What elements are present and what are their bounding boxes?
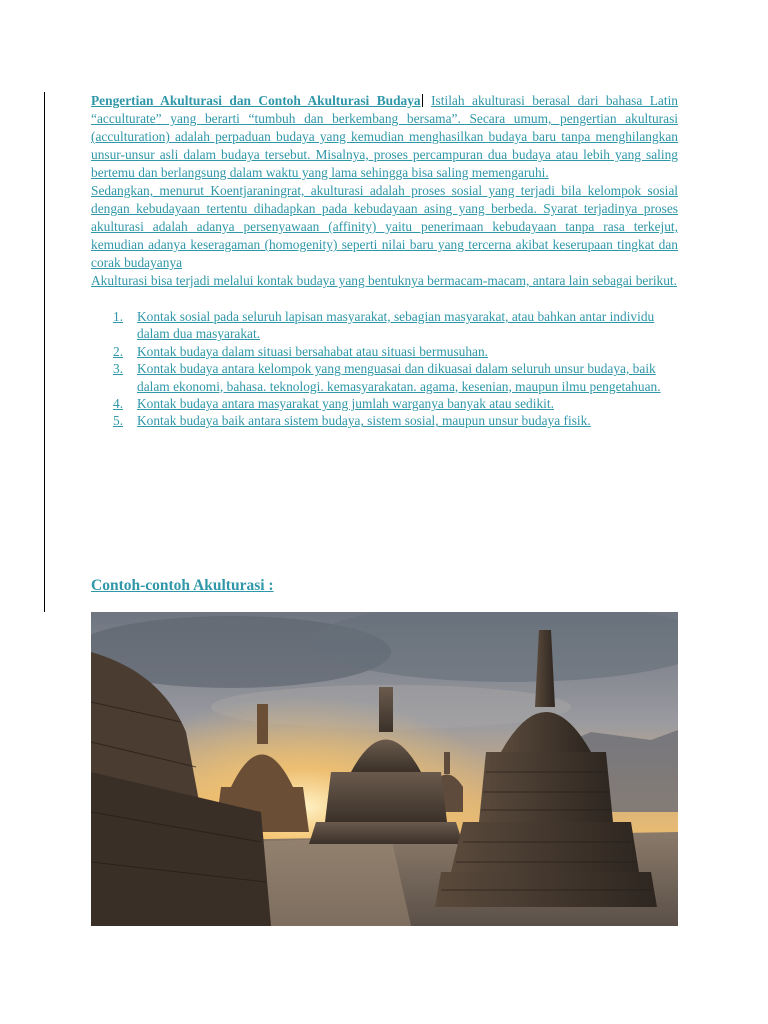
paragraph-koentjaraningrat bbox=[91, 182, 678, 272]
list-item-link[interactable]: Kontak sosial pada seluruh lapisan masyarakat, sebagian masyarakat, atau bahkan antar individu dalam dua masyarakat. bbox=[137, 309, 655, 342]
list-number: 5. bbox=[113, 413, 124, 429]
list-number: 1. bbox=[113, 309, 124, 324]
koentjaraningrat-link[interactable]: Sedangkan, menurut Koentjaraningrat, akulturasi adalah proses sosial yang terjadi bila kelompok sosial dengan kebudayaan tertentu dihadapkan pada kebudayaan asing yang berbeda. Syarat terjadinya proses akulturasi adalah adanya persenyawaan (affinity) yaitu penerimaan kebudayaan tanpa rasa terkejut, kemudian adanya keseragaman (homogenity) seperti nilai baru yang tercerna akibat keserupaan tingkat dan corak budayanya bbox=[91, 183, 678, 270]
contact-list-item bbox=[91, 343, 678, 360]
contact-list-item bbox=[91, 308, 678, 343]
list-number: 4. bbox=[113, 396, 124, 412]
list-item-link[interactable]: Kontak budaya antara kelompok yang menguasai dan dikuasai dalam seluruh unsur budaya, baik dalam ekonomi, bahasa. teknologi. kemasyarakatan. agama, kesenian, maupun ilmu pengetahuan. bbox=[137, 361, 661, 394]
list-item-link[interactable]: Kontak budaya baik antara sistem budaya, sistem sosial, maupun unsur budaya fisik. bbox=[137, 413, 591, 429]
paragraph-contact-forms bbox=[91, 272, 678, 290]
paragraph-intro bbox=[91, 92, 678, 182]
list-item-link[interactable]: Kontak budaya antara masyarakat yang jumlah warganya banyak atau sedikit. bbox=[137, 396, 554, 412]
contact-forms-link[interactable]: Akulturasi bisa terjadi melalui kontak budaya yang bentuknya bermacam-macam, antara lain sebagai berikut. bbox=[91, 273, 677, 288]
document-body bbox=[91, 92, 678, 430]
contact-list-item bbox=[91, 395, 678, 412]
list-item-link[interactable]: Kontak budaya dalam situasi bersahabat atau situasi bermusuhan. bbox=[137, 343, 489, 359]
text-cursor bbox=[422, 94, 423, 107]
contact-list-item bbox=[91, 360, 678, 395]
intro-body-link[interactable]: Istilah akulturasi berasal dari bahasa Latin “acculturate” yang berarti “tumbuh dan berkembang bersama”. Secara umum, pengertian akulturasi (acculturation) adalah perpaduan budaya yang kemudian menghasilkan budaya baru tanpa menghilangkan unsur-unsur asli dalam budaya tersebut. Misalnya, proses percampuran dua budaya atau lebih yang saling bertemu dan berlangsung dalam waktu yang lama sehingga bisa saling memengaruhi. bbox=[91, 93, 678, 180]
borobudur-stupas-photo bbox=[91, 612, 678, 926]
contact-list-item bbox=[91, 412, 678, 429]
list-number: 2. bbox=[113, 343, 124, 359]
contact-list bbox=[91, 308, 678, 430]
article-title-link[interactable]: Pengertian Akulturasi dan Contoh Akulturasi Budaya bbox=[91, 93, 421, 108]
margin-bar bbox=[44, 92, 45, 612]
temple-image bbox=[91, 612, 678, 926]
list-number: 3. bbox=[113, 361, 124, 377]
section-heading: Contoh-contoh Akulturasi : bbox=[91, 577, 274, 594]
